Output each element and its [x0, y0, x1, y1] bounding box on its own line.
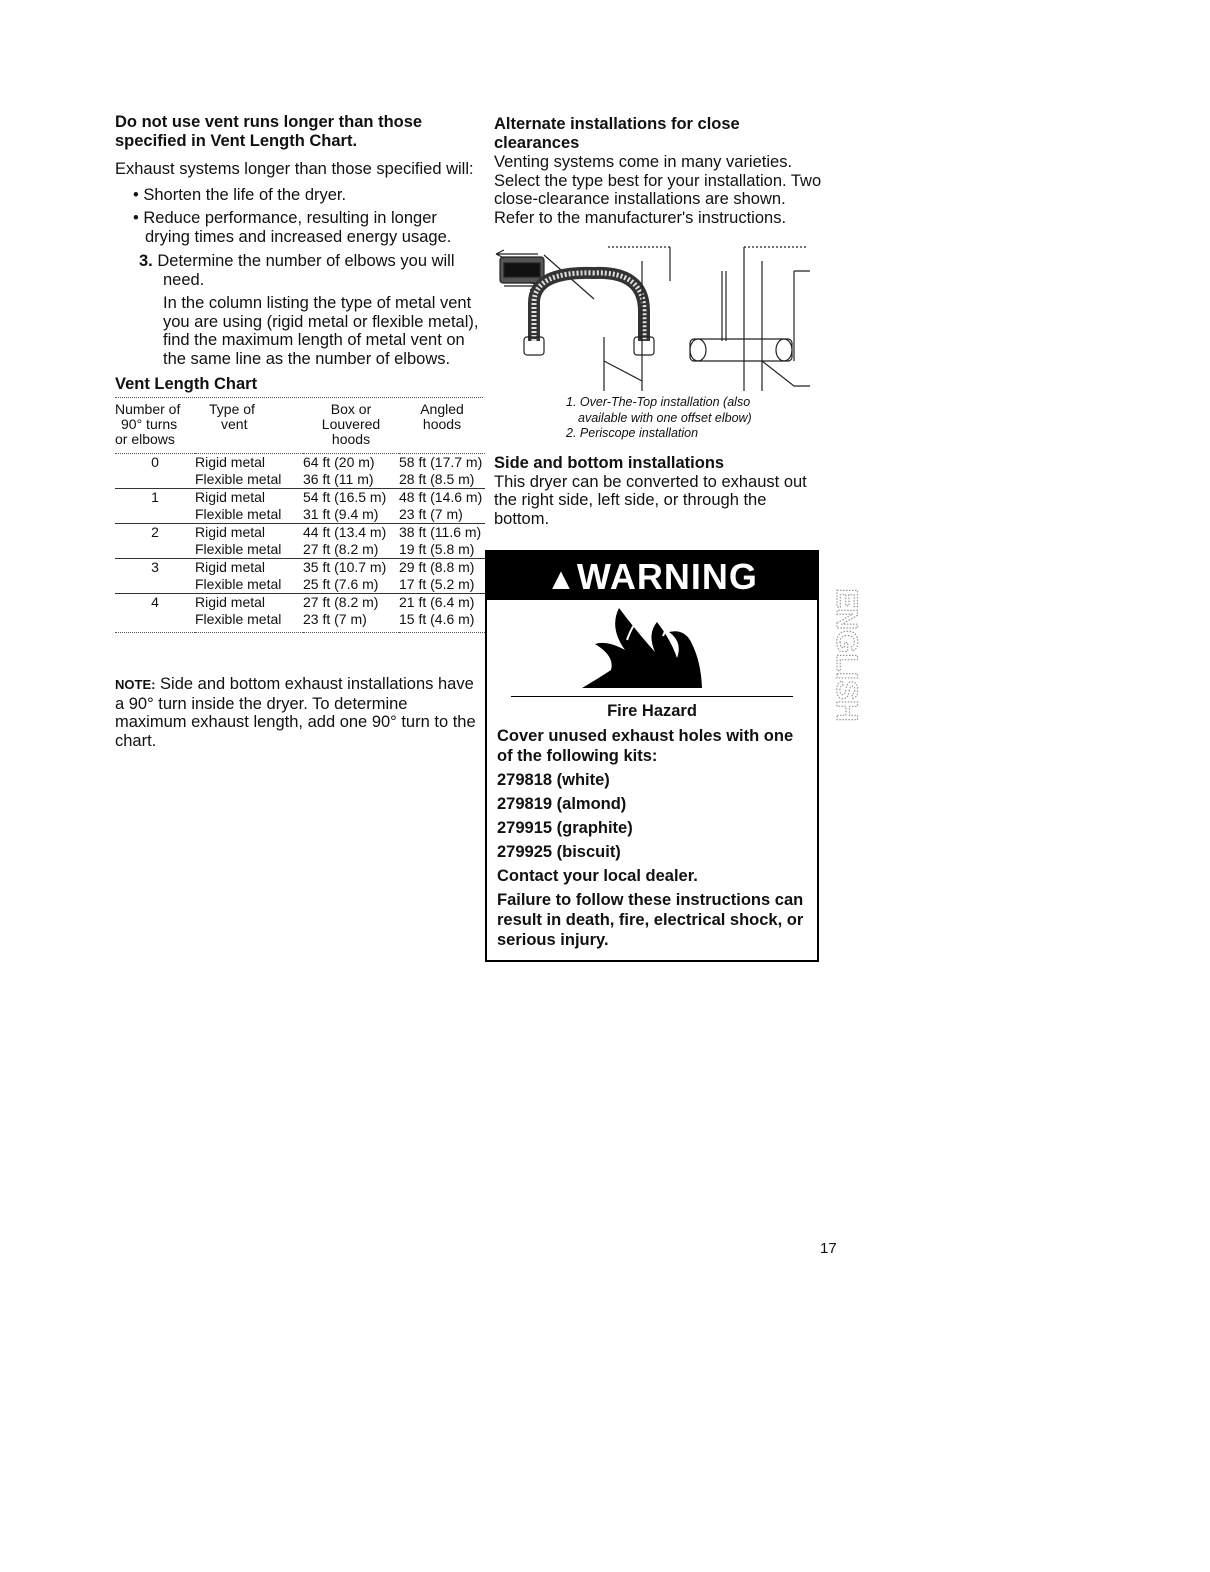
left-column [115, 113, 483, 750]
over-the-top-illustration [496, 247, 670, 391]
table-row: Flexible metal 25 ft (7.6 m) 17 ft (5.2 m) [195, 576, 475, 592]
fire-icon [487, 600, 817, 696]
kit-almond: 279819 (almond) [497, 795, 627, 813]
note: NOTE: Side and bottom exhaust installations have a 90° turn inside the dryer. To determine maximum exhaust length, add one 90° turn to the chart. [115, 675, 476, 750]
right-column [494, 115, 822, 528]
caption-1: 1. Over-The-Top installation (also available with one offset elbow) [566, 395, 752, 425]
table-header-row [115, 398, 485, 447]
bullet-2: • Reduce performance, resulting in longer drying times and increased energy usage. [133, 209, 452, 246]
alternate-installations-heading: Alternate installations for close clearances [494, 115, 740, 152]
side-bottom-heading: Side and bottom installations [494, 453, 725, 472]
bullet-1: • Shorten the life of the dryer. [133, 185, 347, 204]
header-type: Type of vent [209, 401, 255, 432]
header-box: Box or Louvered hoods [321, 401, 381, 447]
periscope-illustration [690, 247, 810, 391]
table-row: 0 Rigid metal 64 ft (20 m) 58 ft (17.7 m) [151, 454, 483, 470]
vent-length-table [115, 398, 485, 633]
contact-dealer: Contact your local dealer. [497, 867, 698, 885]
table-row: Flexible metal 23 ft (7 m) 15 ft (4.6 m) [195, 611, 475, 627]
kit-graphite: 279915 (graphite) [497, 819, 633, 837]
alternate-installations-text: Venting systems come in many varieties. Select the type best for your installation. Two close-clearance installations are shown. Refer to the manufacturer's instructions. [494, 153, 822, 227]
installation-illustration [494, 241, 814, 391]
step-3-detail: In the column listing the type of metal vent you are using (rigid metal or flexible metal), find the maximum length of metal vent on the same line as the number of elbows. [163, 294, 479, 368]
warning-box [485, 550, 819, 962]
english-tab-label: ENGLISH [830, 588, 863, 722]
header-turns: Number of 90° turns or elbows [115, 401, 181, 447]
warning-body [487, 701, 817, 950]
page-number: 17 [820, 1240, 837, 1257]
table-row: Flexible metal 31 ft (9.4 m) 23 ft (7 m) [195, 506, 463, 522]
table-row: 3 Rigid metal 35 ft (10.7 m) 29 ft (8.8 m) [115, 559, 485, 577]
kit-white: 279818 (white) [497, 771, 610, 789]
hazard-title: Fire Hazard [607, 702, 697, 720]
vent-run-warning-heading: Do not use vent runs longer than those specified in Vent Length Chart. [115, 113, 423, 150]
chart-title: Vent Length Chart [115, 375, 258, 393]
warning-title: WARNING [576, 556, 758, 597]
table-row: 2 Rigid metal 44 ft (13.4 m) 38 ft (11.6 m) [115, 524, 485, 542]
header-angled: Angled hoods [420, 401, 464, 432]
kit-biscuit: 279925 (biscuit) [497, 843, 621, 861]
failure-warning: Failure to follow these instructions can result in death, fire, electrical shock, or serious injury. [497, 891, 804, 949]
english-side-tab [827, 580, 863, 730]
table-row: Flexible metal 36 ft (11 m) 28 ft (8.5 m) [195, 471, 475, 487]
intro-text: Exhaust systems longer than those specified will: [115, 160, 474, 178]
table-row: 4 Rigid metal 27 ft (8.2 m) 21 ft (6.4 m) [115, 594, 485, 612]
step-3: 3. Determine the number of elbows you will need. [139, 252, 455, 289]
warning-header [487, 552, 817, 600]
cover-instruction: Cover unused exhaust holes with one of the following kits: [497, 727, 794, 765]
table-row: 1 Rigid metal 54 ft (16.5 m) 48 ft (14.6 m) [115, 489, 485, 507]
caption-2: 2. Periscope installation [566, 426, 699, 440]
table-row: Flexible metal 27 ft (8.2 m) 19 ft (5.8 m) [195, 541, 475, 557]
side-bottom-text: This dryer can be converted to exhaust out the right side, left side, or through the bottom. [494, 472, 807, 528]
illustration-captions [494, 395, 822, 442]
warning-triangle-icon: ▲ [546, 563, 577, 596]
